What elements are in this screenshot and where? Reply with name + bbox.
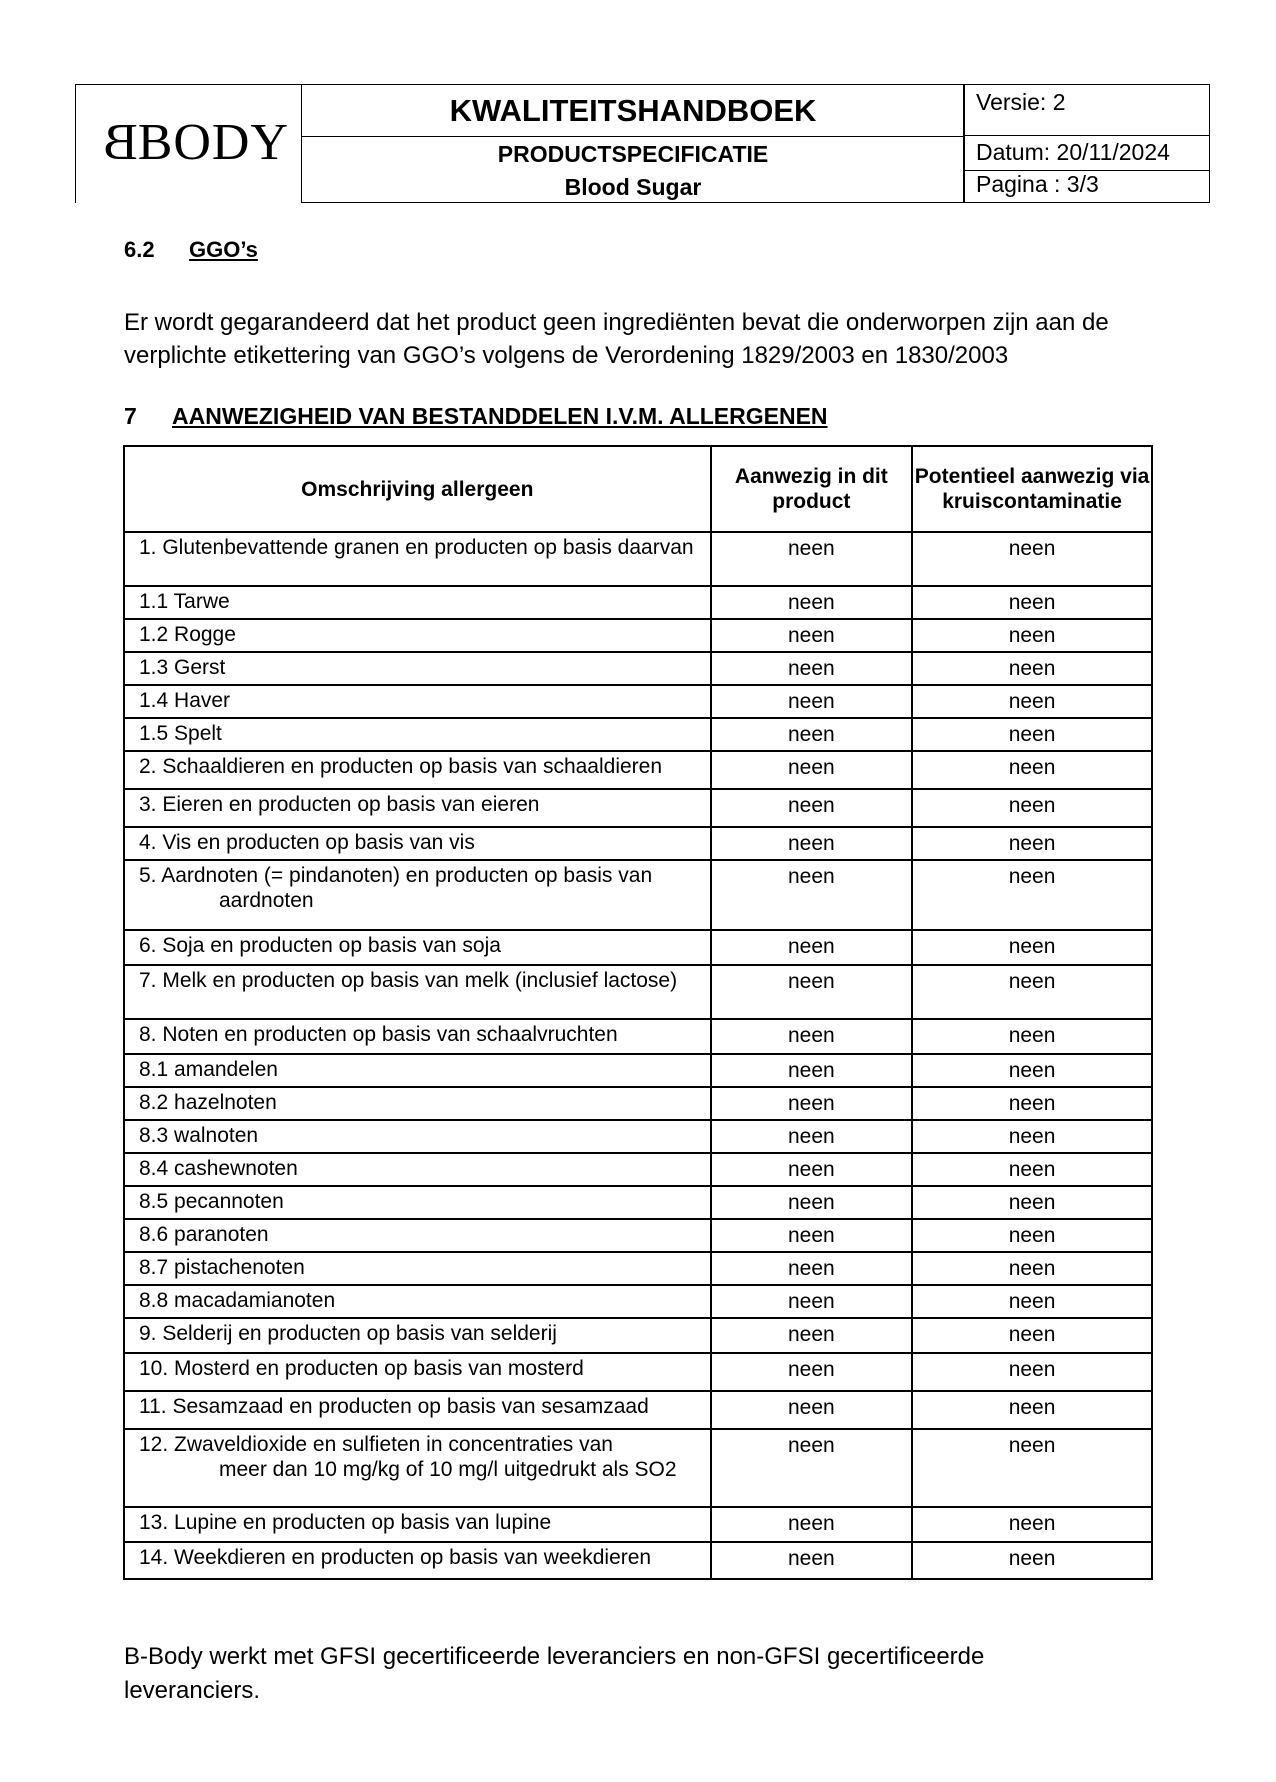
spec-title: PRODUCTSPECIFICATIE (497, 141, 769, 167)
allergen-label-text: 13. Lupine en producten op basis van lupine (139, 1511, 552, 1534)
present-value: neen (711, 827, 913, 860)
allergen-label-text: 6. Soja en producten op basis van soja (139, 934, 501, 957)
cross-contamination-value: neen (912, 1285, 1152, 1318)
cross-contamination-value: neen (912, 586, 1152, 619)
present-value: neen (711, 718, 913, 751)
table-row (124, 1054, 1152, 1087)
present-value: neen (711, 1054, 913, 1087)
allergen-label (124, 789, 711, 827)
present-value: neen (711, 685, 913, 718)
present-value: neen (711, 1120, 913, 1153)
cross-contamination-value: neen (912, 1429, 1152, 1507)
table-row (124, 1087, 1152, 1120)
table-row (124, 827, 1152, 860)
allergen-label (124, 1318, 711, 1353)
allergen-label (124, 930, 711, 965)
cross-contamination-value: neen (912, 860, 1152, 930)
table-row (124, 751, 1152, 789)
allergen-label-continuation: meer dan 10 mg/kg of 10 mg/l uitgedrukt als SO2 (219, 1458, 677, 1481)
cross-contamination-value: neen (912, 1507, 1152, 1542)
allergen-label-text: 2. Schaaldieren en producten op basis van schaaldieren (139, 755, 663, 778)
present-value: neen (711, 1219, 913, 1252)
cross-contamination-value: neen (912, 965, 1152, 1019)
table-row (124, 1186, 1152, 1219)
allergen-label (124, 1429, 711, 1507)
table-row (124, 652, 1152, 685)
cross-contamination-value: neen (912, 1391, 1152, 1429)
allergen-label (124, 965, 711, 1019)
allergen-label (124, 532, 711, 586)
allergen-label (124, 619, 711, 652)
present-value: neen (711, 652, 913, 685)
date-label: Datum: 20/11/2024 (964, 137, 1209, 171)
table-row (124, 1318, 1152, 1353)
allergen-label (124, 860, 711, 930)
present-value: neen (711, 789, 913, 827)
table-row (124, 1285, 1152, 1318)
allergen-label (124, 718, 711, 751)
present-value: neen (711, 751, 913, 789)
header-title-cell (301, 84, 965, 203)
logo-cell (75, 84, 301, 203)
cross-contamination-value: neen (912, 1120, 1152, 1153)
header-cross-contamination: Potentieel aanwezig via kruiscontaminatie (912, 446, 1152, 532)
allergen-label (124, 1252, 711, 1285)
table-row (124, 1252, 1152, 1285)
cross-contamination-value: neen (912, 718, 1152, 751)
ggo-paragraph: Er wordt gegarandeerd dat het product geen ingrediënten bevat die onderworpen zijn aan de verplichte etikettering van GGO’s volgens de Verordening 1829/2003 en 1830/2003 (124, 309, 1109, 369)
present-value: neen (711, 586, 913, 619)
table-row (124, 930, 1152, 965)
present-value: neen (711, 1285, 913, 1318)
allergen-label-text: 1.2 Rogge (139, 623, 236, 646)
table-row (124, 1153, 1152, 1186)
allergen-label-text: 14. Weekdieren en producten op basis van weekdieren (139, 1546, 652, 1569)
table-row (124, 965, 1152, 1019)
table-row (124, 1429, 1152, 1507)
present-value: neen (711, 1391, 913, 1429)
section-number: 7 (124, 403, 137, 429)
allergen-label-text: 8.3 walnoten (139, 1124, 259, 1147)
cross-contamination-value: neen (912, 1542, 1152, 1579)
present-value: neen (711, 1186, 913, 1219)
present-value: neen (711, 1019, 913, 1054)
table-row (124, 586, 1152, 619)
table-row (124, 1542, 1152, 1579)
allergen-label-text: 1.5 Spelt (139, 722, 222, 745)
company-logo: BBODY (102, 114, 290, 171)
allergen-label (124, 751, 711, 789)
table-row (124, 789, 1152, 827)
allergen-label-text: 1.1 Tarwe (139, 590, 230, 613)
cross-contamination-value: neen (912, 1153, 1152, 1186)
table-row (124, 685, 1152, 718)
allergen-label-text: 8.7 pistachenoten (139, 1256, 305, 1279)
cross-contamination-value: neen (912, 1087, 1152, 1120)
allergen-label (124, 685, 711, 718)
allergen-table (123, 445, 1153, 1580)
allergen-label-text: 8. Noten en producten op basis van schaalvruchten (139, 1023, 618, 1046)
allergen-label (124, 827, 711, 860)
allergen-label (124, 1542, 711, 1579)
cross-contamination-value: neen (912, 789, 1152, 827)
present-value: neen (711, 930, 913, 965)
allergen-label-text: 12. Zwaveldioxide en sulfieten in concentraties van (139, 1433, 613, 1456)
allergen-label (124, 1353, 711, 1391)
allergen-label (124, 1186, 711, 1219)
present-value: neen (711, 1252, 913, 1285)
table-row (124, 1391, 1152, 1429)
allergen-label (124, 1054, 711, 1087)
table-row (124, 619, 1152, 652)
table-row (124, 718, 1152, 751)
section-62-heading (124, 237, 258, 263)
cross-contamination-value: neen (912, 1252, 1152, 1285)
table-row (124, 1019, 1152, 1054)
cross-contamination-value: neen (912, 652, 1152, 685)
allergen-label-continuation: aardnoten (219, 889, 314, 912)
version-label: Versie: 2 (964, 85, 1209, 136)
present-value: neen (711, 1429, 913, 1507)
allergen-label (124, 652, 711, 685)
table-row (124, 1507, 1152, 1542)
allergen-label-text: 8.1 amandelen (139, 1058, 278, 1081)
footer-paragraph: B-Body werkt met GFSI gecertificeerde leveranciers en non-GFSI gecertificeerde leveranciers. (124, 1643, 985, 1704)
cross-contamination-value: neen (912, 827, 1152, 860)
present-value: neen (711, 1542, 913, 1579)
cross-contamination-value: neen (912, 1186, 1152, 1219)
allergen-label (124, 1120, 711, 1153)
present-value: neen (711, 619, 913, 652)
allergen-label-text: 1.3 Gerst (139, 656, 226, 679)
allergen-label-text: 3. Eieren en producten op basis van eieren (139, 793, 540, 816)
cross-contamination-value: neen (912, 751, 1152, 789)
allergen-label (124, 1219, 711, 1252)
present-value: neen (711, 1087, 913, 1120)
present-value: neen (711, 860, 913, 930)
cross-contamination-value: neen (912, 619, 1152, 652)
table-row (124, 532, 1152, 586)
present-value: neen (711, 1153, 913, 1186)
allergen-label (124, 1087, 711, 1120)
section-number: 6.2 (124, 237, 155, 262)
allergen-label (124, 1019, 711, 1054)
allergen-label-text: 10. Mosterd en producten op basis van mosterd (139, 1357, 584, 1380)
cross-contamination-value: neen (912, 930, 1152, 965)
cross-contamination-value: neen (912, 1219, 1152, 1252)
allergen-label-text: 4. Vis en producten op basis van vis (139, 831, 475, 854)
present-value: neen (711, 965, 913, 1019)
table-row (124, 1120, 1152, 1153)
allergen-label (124, 1507, 711, 1542)
header-present: Aanwezig in dit product (711, 446, 913, 532)
table-row (124, 1353, 1152, 1391)
section-title: AANWEZIGHEID VAN BESTANDDELEN I.V.M. ALLERGENEN (172, 403, 828, 429)
present-value: neen (711, 532, 913, 586)
allergen-label (124, 1285, 711, 1318)
handbook-title: KWALITEITSHANDBOEK (302, 85, 964, 137)
present-value: neen (711, 1318, 913, 1353)
allergen-label-text: 7. Melk en producten op basis van melk (inclusief lactose) (139, 969, 678, 992)
allergen-label-text: 8.2 hazelnoten (139, 1091, 277, 1114)
allergen-label-text: 8.8 macadamianoten (139, 1289, 336, 1312)
allergen-label-text: 1. Glutenbevattende granen en producten op basis daarvan (139, 536, 694, 559)
section-7-heading (124, 403, 828, 430)
cross-contamination-value: neen (912, 532, 1152, 586)
cross-contamination-value: neen (912, 1318, 1152, 1353)
table-header-row (124, 446, 1152, 532)
document-header (75, 84, 1210, 203)
spec-block (302, 138, 964, 204)
cross-contamination-value: neen (912, 1353, 1152, 1391)
section-title: GGO’s (189, 237, 258, 262)
allergen-label (124, 586, 711, 619)
product-name: Blood Sugar (564, 174, 702, 200)
table-row (124, 1219, 1152, 1252)
cross-contamination-value: neen (912, 1019, 1152, 1054)
present-value: neen (711, 1507, 913, 1542)
allergen-label-text: 5. Aardnoten (= pindanoten) en producten op basis van (139, 864, 653, 887)
cross-contamination-value: neen (912, 685, 1152, 718)
allergen-label (124, 1153, 711, 1186)
page-label: Pagina : 3/3 (976, 171, 1099, 197)
allergen-label-text: 11. Sesamzaad en producten op basis van sesamzaad (139, 1395, 649, 1418)
header-description: Omschrijving allergeen (124, 446, 711, 532)
table-row (124, 860, 1152, 930)
allergen-label-text: 1.4 Haver (139, 689, 231, 712)
allergen-label-text: 8.6 paranoten (139, 1223, 269, 1246)
cross-contamination-value: neen (912, 1054, 1152, 1087)
allergen-label-text: 8.4 cashewnoten (139, 1157, 298, 1180)
allergen-label-text: 8.5 pecannoten (139, 1190, 284, 1213)
present-value: neen (711, 1353, 913, 1391)
header-meta-cell (963, 84, 1210, 203)
allergen-label (124, 1391, 711, 1429)
allergen-label-text: 9. Selderij en producten op basis van selderij (139, 1322, 557, 1345)
